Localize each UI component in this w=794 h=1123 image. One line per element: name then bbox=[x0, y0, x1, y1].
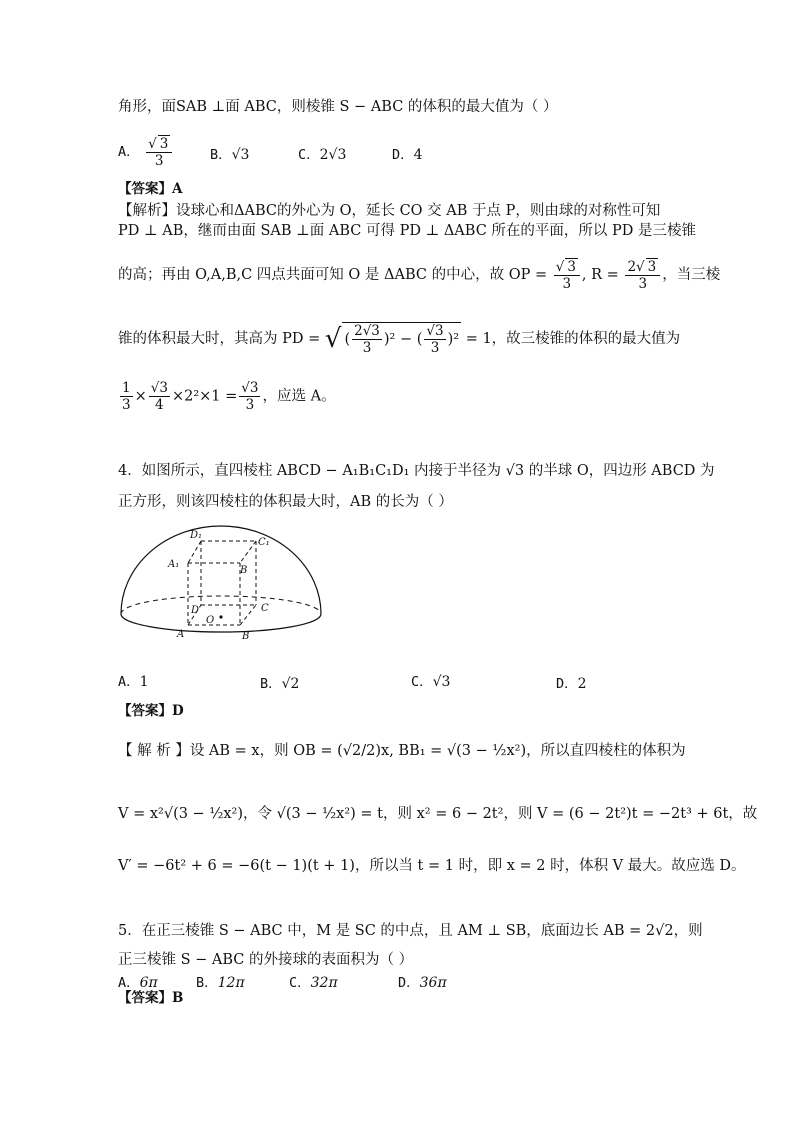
q4-option-b bbox=[260, 672, 299, 692]
q3-option-b-value: √3 bbox=[231, 147, 250, 163]
q3-option-c bbox=[298, 143, 346, 163]
q4-option-d-value: 2 bbox=[577, 676, 587, 692]
q5-option-b-label: B． bbox=[196, 975, 218, 991]
q3-answer: 【答案】A bbox=[118, 181, 183, 197]
q4-analysis-line2: V = x²√(3 − ½x²)，令 √(3 − ½x²) = t，则 x² = 6 − 2t²，则 V = (6 − 2t²)t = −2t³ + 6t，故 bbox=[118, 806, 758, 822]
q3-analysis-line4-part: 锥的体积最大时，其高为 PD = bbox=[118, 331, 321, 347]
q5-option-d-label: D． bbox=[398, 975, 420, 991]
q3-option-d-value: 4 bbox=[413, 147, 423, 163]
q3-option-a bbox=[118, 135, 174, 169]
label-d1: D₁ bbox=[190, 530, 203, 541]
q5-option-c-label: C． bbox=[289, 975, 311, 991]
label-c1: C₁ bbox=[258, 537, 270, 548]
q4-option-b-label: B． bbox=[260, 676, 282, 692]
q3-analysis-line4-part: = 1，故三棱锥的体积的最大值为 bbox=[465, 331, 681, 347]
q3-analysis-line3 bbox=[118, 258, 720, 292]
q4-stem-line2: 正方形，则该四棱柱的体积最大时，AB 的长为（ ） bbox=[118, 494, 453, 510]
q3-option-b-label: B． bbox=[210, 147, 232, 163]
hemisphere-prism-diagram bbox=[118, 521, 324, 641]
q4-option-a-value: 1 bbox=[139, 674, 149, 690]
q3-analysis-line2: PD ⊥ AB，继而由面 SAB ⊥面 ABC 可得 PD ⊥ ΔABC 所在的平面，所以 PD 是三棱锥 bbox=[118, 223, 697, 239]
q5-option-b bbox=[196, 971, 245, 991]
label-a: A bbox=[177, 629, 185, 640]
q4-option-c bbox=[411, 670, 450, 690]
q5-answer: 【答案】B bbox=[118, 990, 184, 1006]
q4-analysis-line3: V′ = −6t² + 6 = −6(t − 1)(t + 1)，所以当 t = 1 时，即 x = 2 时，体积 V 最大。故应选 D。 bbox=[118, 858, 746, 874]
q5-option-a-label: A． bbox=[118, 975, 140, 991]
q5-option-a-value: 6π bbox=[139, 975, 158, 991]
q3-analysis-line5: $\frac{1}{3}$ × $\frac{√3}{4}$ ×2²×1 = $\frac{√3}{3}$ ，应选 A。 bbox=[122, 380, 336, 413]
q5-option-d-value: 36π bbox=[419, 975, 447, 991]
q5-option-b-value: 12π bbox=[217, 975, 245, 991]
q5-option-c bbox=[289, 971, 338, 991]
q3-analysis-line1: 【解析】设球心和ΔABC的外心为 O，延长 CO 交 AB 于点 P，则由球的对称性可知 bbox=[118, 203, 661, 219]
q3-option-c-value: 2√3 bbox=[319, 147, 347, 163]
q4-option-c-value: √3 bbox=[432, 674, 451, 690]
q5-option-c-value: 32π bbox=[310, 975, 338, 991]
q4-option-d-label: D． bbox=[556, 676, 578, 692]
label-c: C bbox=[261, 603, 269, 614]
q3-analysis-line5-part: ，应选 A。 bbox=[262, 388, 336, 405]
label-a1: A₁ bbox=[168, 559, 180, 570]
fraction-sqrt3-over-3: $\frac{√ 3}{3}$ bbox=[554, 258, 580, 292]
q3-stem-line: 角形，面SAB ⊥面 ABC，则棱锥 S − ABC 的体积的最大值为（ ） bbox=[118, 99, 558, 115]
label-b-top: B bbox=[240, 565, 248, 576]
q3-option-d bbox=[392, 143, 423, 163]
q4-option-b-value: √2 bbox=[281, 676, 300, 692]
q3-option-c-label: C． bbox=[298, 147, 320, 163]
q3-analysis-line3-part: 的高；再由 O,A,B,C 四点共面可知 O 是 ΔABC 的中心，故 OP = bbox=[118, 267, 548, 283]
q4-analysis-line1: 【 解 析 】设 AB = x，则 OB = (√2/2)x, BB₁ = √(3 − ½x²)，所以直四棱柱的体积为 bbox=[118, 743, 686, 759]
label-b-bottom: B bbox=[242, 631, 250, 641]
fraction-2sqrt3-over-3: $\frac{2√ 3}{3}$ bbox=[625, 258, 660, 292]
q3-analysis-line4: 锥的体积最大时，其高为 PD = √ ( $\frac{2√3}{3}$ )² − ( $\frac{√3}{3}$ )² = 1，故三棱锥的体积的最大值为 bbox=[118, 323, 681, 356]
q3-analysis-line3-part: , R = bbox=[581, 267, 619, 283]
q5-stem-line1: 5．在正三棱锥 S − ABC 中，M 是 SC 的中点，且 AM ⊥ SB，底面边长 AB = 2√2，则 bbox=[118, 923, 703, 939]
q5-stem-line2: 正三棱锥 S − ABC 的外接球的表面积为（ ） bbox=[118, 952, 414, 968]
label-o: O bbox=[206, 615, 215, 626]
q4-option-d bbox=[556, 672, 587, 692]
q4-answer: 【答案】D bbox=[118, 703, 184, 719]
q4-option-a-label: A． bbox=[118, 674, 140, 690]
q4-option-c-label: C． bbox=[411, 674, 433, 690]
q4-option-a bbox=[118, 670, 149, 690]
q3-option-a-label: A． bbox=[118, 144, 140, 160]
q3-option-a-value: $\frac{√ 3}{3}$ bbox=[146, 135, 172, 169]
q3-analysis-line3-part: ，当三棱 bbox=[662, 267, 721, 283]
q3-option-d-label: D． bbox=[392, 147, 414, 163]
q5-option-d bbox=[398, 971, 447, 991]
label-d: D bbox=[191, 605, 200, 616]
q3-option-b bbox=[210, 143, 249, 163]
q4-stem-line1: 4．如图所示，直四棱柱 ABCD − A₁B₁C₁D₁ 内接于半径为 √3 的半球 O，四边形 ABCD 为 bbox=[118, 463, 715, 479]
